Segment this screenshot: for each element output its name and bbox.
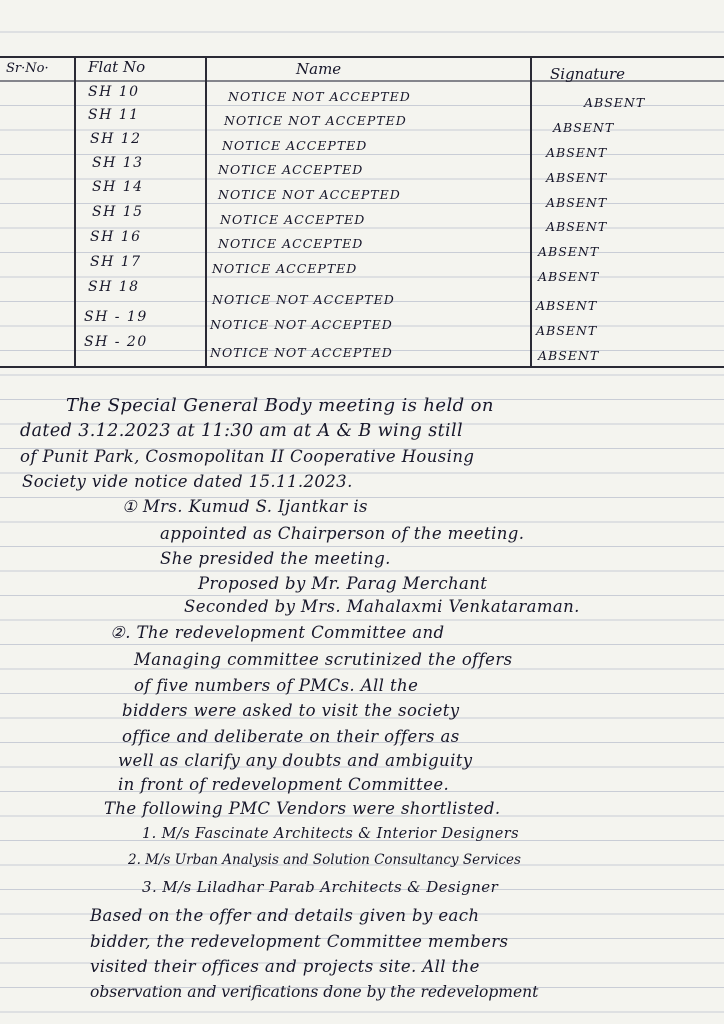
name-cell: NOTICE NOT ACCEPTED — [218, 187, 401, 202]
minutes-line: 1. M/s Fascinate Architects & Interior Designers — [142, 826, 519, 842]
minutes-line: Based on the offer and details given by each — [90, 906, 480, 925]
flat-no-cell: SH 16 — [90, 229, 142, 245]
table-bottom-rule — [0, 366, 724, 368]
flat-no-cell: SH 13 — [92, 155, 144, 171]
name-cell: NOTICE NOT ACCEPTED — [210, 317, 393, 332]
minutes-line: bidders were asked to visit the society — [122, 701, 460, 720]
flat-no-cell: SH 14 — [92, 179, 144, 195]
minutes-line: bidder, the redevelopment Committee members — [90, 932, 509, 951]
minutes-line: visited their offices and projects site. All the — [90, 957, 480, 976]
name-cell: NOTICE ACCEPTED — [212, 261, 358, 276]
flat-no-cell: SH 15 — [92, 204, 144, 220]
minutes-line: Seconded by Mrs. Mahalaxmi Venkataraman. — [184, 597, 580, 616]
signature-cell: ABSENT — [538, 348, 600, 363]
minutes-line: The following PMC Vendors were shortlisted. — [104, 799, 501, 818]
name-cell: NOTICE ACCEPTED — [222, 138, 368, 153]
flat-no-cell: SH 18 — [88, 279, 140, 295]
flat-no-cell: SH 10 — [88, 84, 140, 100]
minutes-line: in front of redevelopment Committee. — [118, 775, 450, 794]
minutes-line: ① Mrs. Kumud S. Ijantkar is — [122, 497, 368, 516]
header-signature: Signature — [550, 65, 626, 83]
flat-no-cell: SH - 19 — [84, 309, 148, 325]
signature-cell: ABSENT — [546, 170, 608, 185]
minutes-line: observation and verifications done by the redevelopment — [90, 983, 539, 1001]
signature-cell: ABSENT — [536, 298, 598, 313]
signature-cell: ABSENT — [584, 95, 646, 110]
minutes-line: of five numbers of PMCs. All the — [134, 676, 419, 695]
minutes-line: well as clarify any doubts and ambiguity — [118, 751, 473, 770]
minutes-line: Proposed by Mr. Parag Merchant — [198, 574, 488, 593]
minutes-line: 3. M/s Liladhar Parab Architects & Designer — [142, 878, 499, 896]
minutes-line: ②. The redevelopment Committee and — [110, 623, 445, 642]
minutes-line: office and deliberate on their offers as — [122, 727, 460, 746]
minutes-line: 2. M/s Urban Analysis and Solution Consultancy Services — [128, 852, 521, 868]
minutes-line: The Special General Body meeting is held on — [66, 395, 494, 416]
flat-no-cell: SH 11 — [88, 107, 140, 123]
signature-cell: ABSENT — [546, 219, 608, 234]
minutes-line: dated 3.12.2023 at 11:30 am at A & B wing still — [20, 421, 464, 441]
minutes-line: appointed as Chairperson of the meeting. — [160, 524, 525, 543]
flat-no-cell: SH 12 — [90, 131, 142, 147]
signature-cell: ABSENT — [546, 145, 608, 160]
col-divider-1 — [74, 56, 76, 367]
name-cell: NOTICE NOT ACCEPTED — [228, 89, 411, 104]
header-name: Name — [296, 60, 342, 78]
signature-cell: ABSENT — [553, 120, 615, 135]
minutes-line: Managing committee scrutinized the offers — [134, 650, 513, 669]
col-divider-2 — [205, 56, 207, 367]
header-flat-no: Flat No — [88, 58, 146, 76]
name-cell: NOTICE ACCEPTED — [218, 162, 364, 177]
signature-cell: ABSENT — [546, 195, 608, 210]
signature-cell: ABSENT — [538, 269, 600, 284]
signature-cell: ABSENT — [538, 244, 600, 259]
name-cell: NOTICE NOT ACCEPTED — [224, 113, 407, 128]
flat-no-cell: SH 17 — [90, 254, 142, 270]
minutes-line: She presided the meeting. — [160, 549, 391, 568]
minutes-line: of Punit Park, Cosmopolitan II Cooperative Housing — [20, 447, 475, 466]
minutes-line: Society vide notice dated 15.11.2023. — [22, 472, 353, 491]
name-cell: NOTICE NOT ACCEPTED — [210, 345, 393, 360]
flat-no-cell: SH - 20 — [84, 334, 148, 350]
name-cell: NOTICE ACCEPTED — [220, 212, 366, 227]
name-cell: NOTICE NOT ACCEPTED — [212, 292, 395, 307]
name-cell: NOTICE ACCEPTED — [218, 236, 364, 251]
col-divider-3 — [530, 56, 532, 367]
header-sr-no: Sr·No· — [6, 61, 49, 76]
signature-cell: ABSENT — [536, 323, 598, 338]
